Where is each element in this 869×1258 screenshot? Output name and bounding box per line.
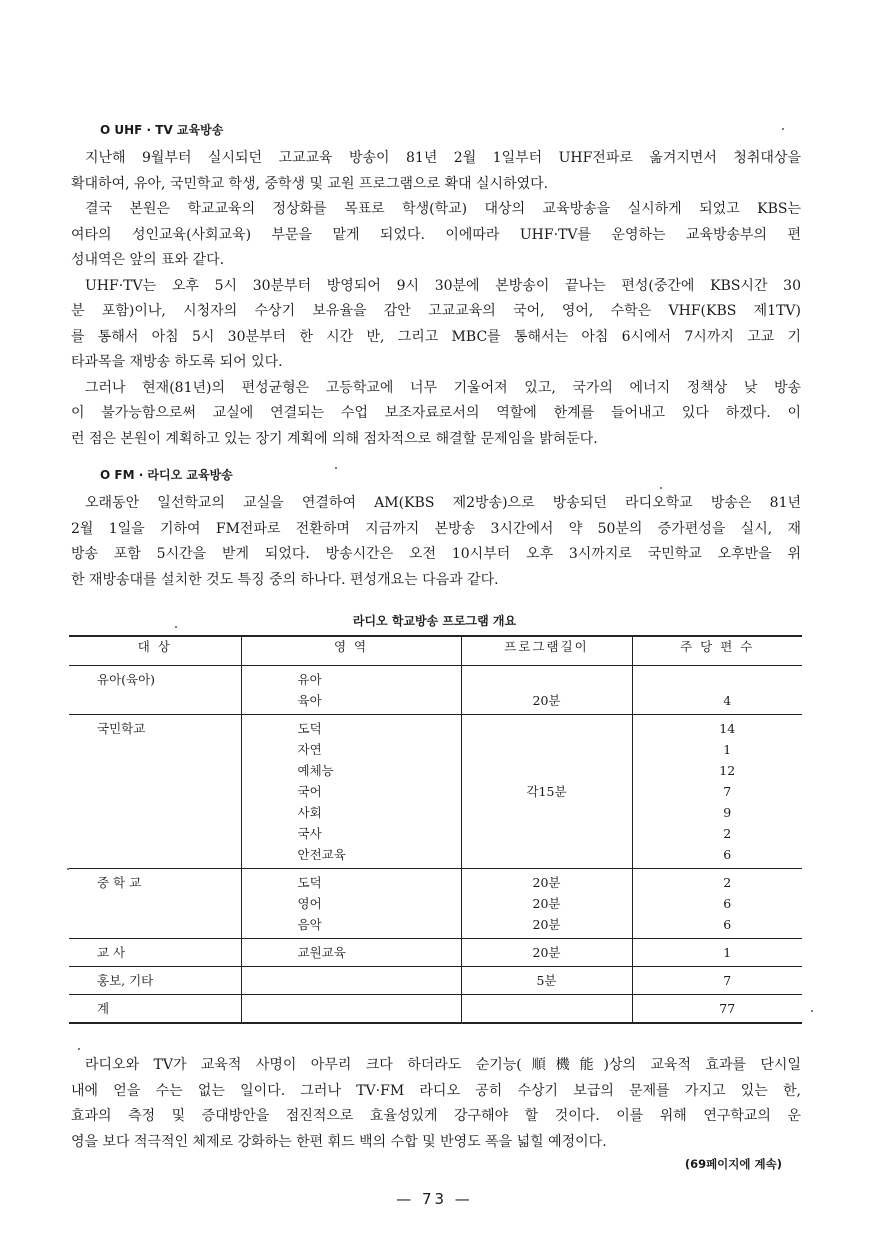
- cell-target-line: 유아(육아): [97, 672, 156, 687]
- cell-area-line: 육아: [297, 693, 322, 708]
- cell-length-line: [462, 760, 632, 781]
- table-header-row: [69, 636, 802, 666]
- table-row: [69, 869, 802, 939]
- header-program-length: 프로그램길이: [461, 636, 632, 666]
- text-line: 분 포함)이나, 시청자의 수상기 보유율을 감안 고교교육의 국어, 영어, 수학은 VHF(KBS 제1TV): [71, 303, 801, 319]
- continued-note: (69페이지에 계속): [684, 1157, 782, 1171]
- text-line: UHF·TV는 오후 5시 30분부터 방영되어 9시 30분에 본방송이 끝나는 편성(중간에 KBS시간 30: [85, 277, 801, 294]
- cell-target-line: 교 사: [97, 945, 126, 960]
- cell-area-line: 예체능: [297, 763, 334, 778]
- cell-target: [69, 715, 241, 869]
- cell-length-line: 20분: [532, 693, 561, 708]
- scan-speck: [335, 467, 337, 469]
- cell-count: [632, 967, 802, 995]
- cell-target-line: 홍보, 기타: [97, 973, 154, 988]
- scan-speck: [660, 487, 662, 489]
- cell-count-line: 9: [723, 805, 732, 820]
- closing-paragraph: [71, 1053, 801, 1155]
- text-line: 내에 얻을 수는 없는 일이다. 그러나 TV·FM 라디오 공히 수상기 보급의 문제를 가지고 있는 한,: [71, 1082, 801, 1099]
- cell-length: [461, 715, 632, 869]
- fm-radio-paragraph: [71, 491, 801, 593]
- text-line: 라디오와 TV가 교육적 사명이 아무리 크다 하더라도 순기능(順機能)상의 교육적 효과를 단시일: [85, 1057, 801, 1073]
- cell-length-line: 각15분: [526, 784, 567, 799]
- scan-speck: [782, 128, 784, 130]
- cell-length-line: 20분: [532, 896, 561, 911]
- cell-count-line: 6: [723, 896, 732, 911]
- cell-area-line: [298, 970, 461, 991]
- cell-count: [632, 666, 802, 715]
- cell-area: [241, 666, 461, 715]
- cell-area-line: 사회: [297, 805, 322, 820]
- header-weekly-count: 주 당 편 수: [632, 636, 802, 666]
- cell-target: [69, 666, 241, 715]
- text-line: 이 불가능함으로써 교실에 연결되는 수업 보조자료로서의 역할에 한계를 들어내고 있다 하겠다. 이: [71, 405, 801, 421]
- cell-count: [632, 869, 802, 939]
- cell-area-line: 국어: [297, 784, 322, 799]
- header-target: 대 상: [69, 636, 241, 666]
- table-row: [69, 939, 802, 967]
- text-line: 를 통해서 아침 5시 30분부터 한 시간 반, 그리고 MBC를 통해서는 아침 6시에서 7시까지 고교 기: [71, 328, 801, 345]
- cell-length-line: 20분: [532, 875, 561, 890]
- cell-length-line: [462, 669, 632, 690]
- cell-area: [241, 967, 461, 995]
- cell-area: [241, 939, 461, 967]
- section-heading-uhf-tv: O UHF · TV 교육방송: [100, 123, 224, 137]
- cell-area-line: 교원교육: [297, 945, 346, 960]
- cell-count-line: [653, 669, 803, 690]
- table-caption: 라디오 학교방송 프로그램 개요: [352, 614, 517, 628]
- cell-area-line: 안전교육: [297, 847, 346, 862]
- text-line: 방송 포함 5시간을 받게 되었다. 방송시간은 오전 10시부터 오후 3시까지로 국민학교 오후반을 위: [71, 546, 801, 562]
- cell-length: [461, 666, 632, 715]
- cell-count-line: 4: [723, 693, 732, 708]
- cell-target: [69, 995, 241, 1024]
- cell-count-line: 77: [719, 1001, 736, 1016]
- cell-area-line: 음악: [297, 917, 322, 932]
- cell-length-line: [462, 844, 632, 865]
- text-line: 효과의 측정 및 증대방안을 점진적으로 효율성있게 강구해야 할 것이다. 이를 위해 연구학교의 운: [71, 1108, 801, 1124]
- text-line: 여타의 성인교육(사회교육) 부문을 맡게 되었다. 이에따라 UHF·TV를 운영하는 교육방송부의 편: [71, 226, 801, 243]
- cell-length: [461, 869, 632, 939]
- cell-area: [241, 869, 461, 939]
- cell-count-line: 1: [723, 945, 732, 960]
- cell-area-line: 영어: [297, 896, 322, 911]
- cell-count-line: 7: [723, 973, 732, 988]
- cell-length-line: [462, 823, 632, 844]
- text-line: 영을 보다 적극적인 체제로 강화하는 한편 휘드 백의 수합 및 반영도 폭을 넓힐 예정이다.: [71, 1133, 607, 1150]
- cell-area-line: 도덕: [297, 721, 322, 736]
- page-number: — 73 —: [396, 1190, 473, 1208]
- cell-area-line: 국사: [297, 826, 322, 841]
- cell-length-line: 20분: [532, 917, 561, 932]
- cell-area-line: [298, 998, 461, 1019]
- cell-target: [69, 939, 241, 967]
- scan-speck: [175, 626, 177, 628]
- cell-length: [461, 939, 632, 967]
- cell-count-line: 1: [723, 742, 732, 757]
- header-area: 영 역: [241, 636, 461, 666]
- scan-speck: [67, 868, 69, 870]
- text-line: 한 재방송대를 설치한 것도 특징 중의 하나다. 편성개요는 다음과 같다.: [71, 571, 499, 588]
- radio-program-table: [69, 635, 802, 1024]
- text-line: 성내역은 앞의 표와 같다.: [71, 252, 225, 268]
- text-line: 오래동안 일선학교의 교실을 연결하여 AM(KBS 제2방송)으로 방송되던 라디오학교 방송은 81년: [85, 495, 801, 511]
- cell-count-line: 2: [723, 875, 732, 890]
- cell-target-line: 국민학교: [97, 721, 146, 736]
- table-row: [69, 666, 802, 715]
- cell-target: [69, 967, 241, 995]
- text-line: 그러나 현재(81년)의 편성균형은 고등학교에 너무 기울어져 있고, 국가의 에너지 정책상 낮 방송: [85, 379, 801, 396]
- cell-length-line: [462, 739, 632, 760]
- scan-speck: [78, 1048, 80, 1050]
- table-row: [69, 967, 802, 995]
- text-line: 런 점은 본원이 계획하고 있는 장기 계획에 의해 점차적으로 해결할 문제임을 밝혀둔다.: [71, 430, 598, 447]
- cell-area-line: 도덕: [297, 875, 322, 890]
- table-row: [69, 715, 802, 869]
- cell-length-line: 20분: [532, 945, 561, 960]
- text-line: 2월 1일을 기하여 FM전파로 전환하며 지금까지 본방송 3시간에서 약 50분의 증가편성을 실시, 재: [71, 520, 801, 537]
- cell-area-line: 유아: [297, 672, 322, 687]
- cell-count-line: 2: [723, 826, 732, 841]
- section-heading-fm-radio: O FM · 라디오 교육방송: [100, 468, 233, 482]
- cell-count-line: 6: [723, 917, 732, 932]
- scan-speck: [811, 1010, 813, 1012]
- cell-area-line: 자연: [297, 742, 322, 757]
- cell-target-line: 계: [97, 1001, 110, 1016]
- text-line: 타과목을 재방송 하도록 되어 있다.: [71, 354, 283, 370]
- cell-count-line: 14: [719, 721, 736, 736]
- cell-length-line: 5분: [536, 973, 557, 988]
- text-line: 결국 본원은 학교교육의 정상화를 목표로 학생(학교) 대상의 교육방송을 실시하게 되었고 KBS는: [85, 201, 801, 217]
- cell-area: [241, 995, 461, 1024]
- text-line: 확대하여, 유아, 국민학교 학생, 중학생 및 교원 프로그램으로 확대 실시하였다.: [71, 175, 549, 192]
- cell-length-line: [462, 802, 632, 823]
- cell-count: [632, 715, 802, 869]
- cell-length: [461, 995, 632, 1024]
- cell-length-line: [462, 718, 632, 739]
- uhf-tv-paragraph: [71, 146, 801, 452]
- cell-length-line: [462, 998, 632, 1019]
- table-row: [69, 995, 802, 1024]
- cell-count: [632, 939, 802, 967]
- cell-count-line: 7: [723, 784, 732, 799]
- cell-count: [632, 995, 802, 1024]
- cell-count-line: 6: [723, 847, 732, 862]
- cell-area: [241, 715, 461, 869]
- cell-count-line: 12: [719, 763, 736, 778]
- text-line: 지난해 9월부터 실시되던 고교교육 방송이 81년 2월 1일부터 UHF전파로 옮겨지면서 청취대상을: [85, 150, 801, 166]
- cell-target: [69, 869, 241, 939]
- cell-length: [461, 967, 632, 995]
- cell-target-line: 중 학 교: [97, 875, 142, 890]
